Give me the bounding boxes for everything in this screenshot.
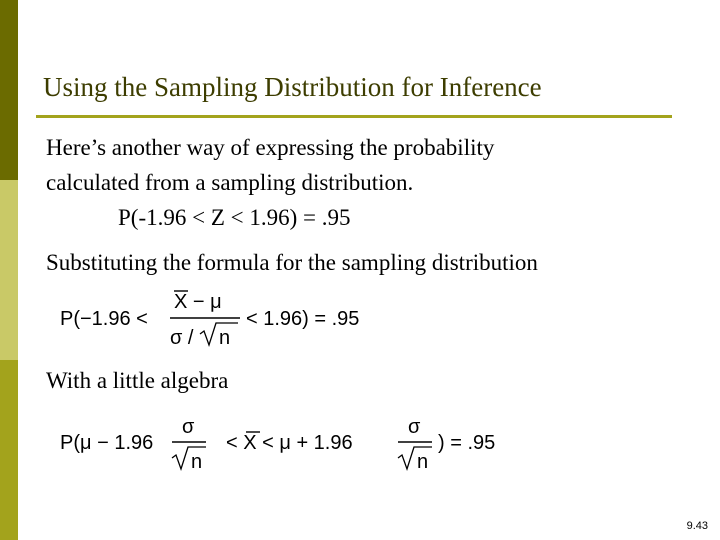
body-line-1: Here’s another way of expressing the probability <box>46 135 495 160</box>
formula2-sigma-1: σ <box>182 416 195 438</box>
standardized-formula <box>60 288 400 350</box>
body-line-2: calculated from a sampling distribution. <box>46 170 414 195</box>
accent-bar-top <box>0 0 18 180</box>
formula2-middle: < X < μ + 1.96 <box>226 432 353 454</box>
formula1-denominator-n: n <box>219 327 231 349</box>
formula1-suffix: < 1.96) = .95 <box>246 308 360 330</box>
probability-statement: P(-1.96 < Z < 1.96) = .95 <box>118 205 351 230</box>
formula1-denominator-sigma: σ / <box>170 327 194 349</box>
page-number: 9.43 <box>686 520 708 532</box>
formula2-prefix: P(μ − 1.96 <box>60 432 154 454</box>
formula2-sigma-2: σ <box>408 416 421 438</box>
formula1-numerator: X − μ <box>174 291 222 313</box>
formula2-suffix: ) = .95 <box>438 432 496 454</box>
accent-bar-bottom <box>0 360 18 540</box>
formula2-n-1: n <box>191 451 203 473</box>
formula2-n-2: n <box>417 451 429 473</box>
accent-bar-middle <box>0 180 18 360</box>
title-divider <box>36 115 672 118</box>
formula1-prefix: P(−1.96 < <box>60 308 148 330</box>
slide-title: Using the Sampling Distribution for Inference <box>43 72 542 102</box>
confidence-interval-formula <box>60 418 520 480</box>
body-line-4: Substituting the formula for the sampling distribution <box>46 250 538 275</box>
body-line-5: With a little algebra <box>46 368 229 393</box>
